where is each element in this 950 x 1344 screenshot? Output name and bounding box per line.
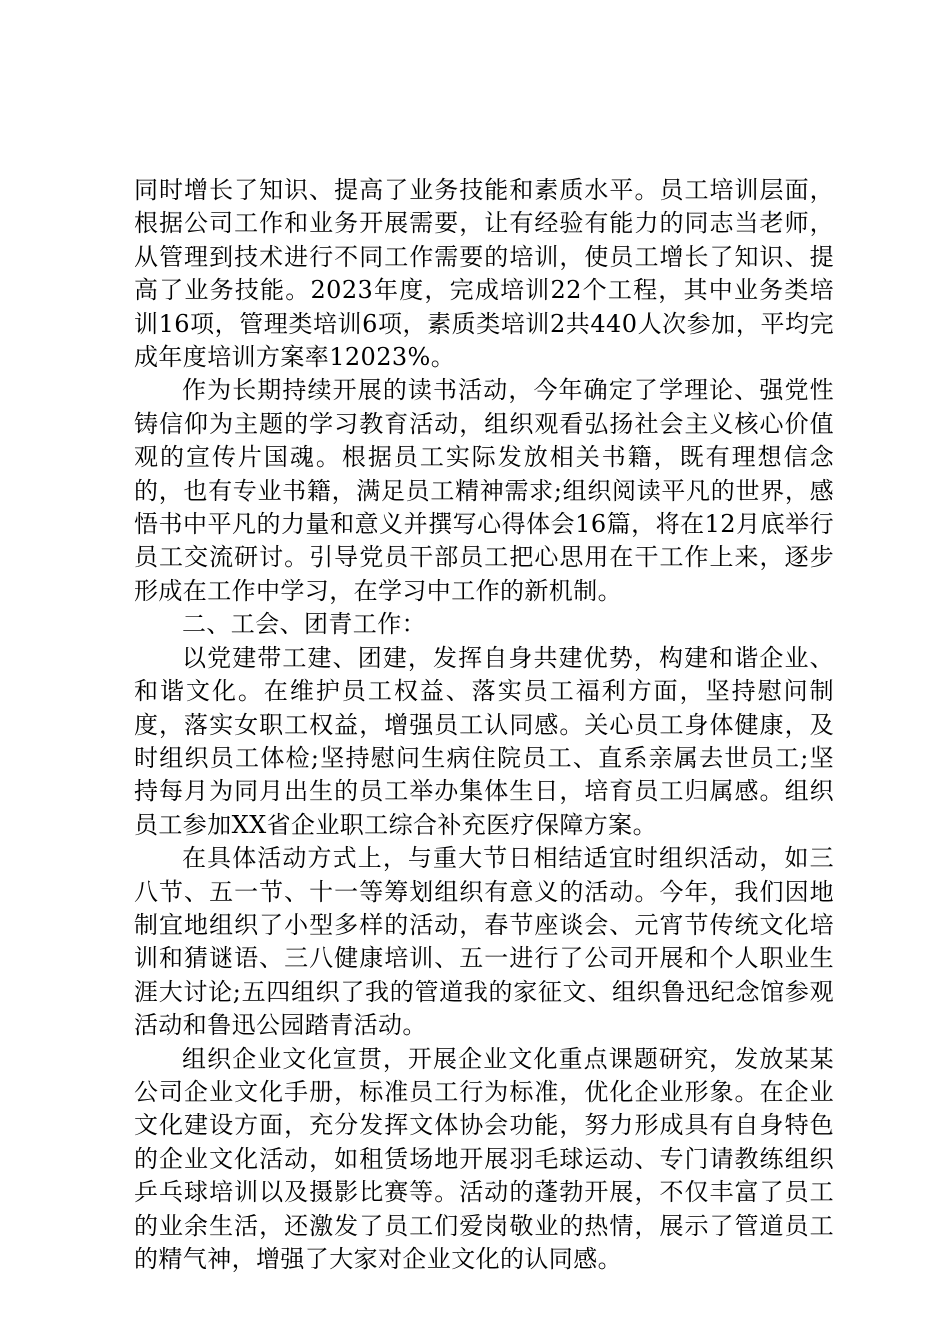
paragraph-reading-activity: 作为长期持续开展的读书活动，今年确定了学理论、强党性铸信仰为主题的学习教育活动，组织观看弘扬社会主义核心价值观的宣传片国魂。根据员工实际发放相关书籍，既有理想信念的，也有专业书籍，满足员工精神需求;组织阅读平凡的世界，感悟书中平凡的力量和意义并撰写心得体会16篇，将在12月底举行员工交流研讨。引导党员干部员工把心思用在干工作上来，逐步形成在工作中学习，在学习中工作的新机制。 — [134, 376, 834, 605]
paragraph-union-welfare: 以党建带工建、团建，发挥自身共建优势，构建和谐企业、和谐文化。在维护员工权益、落实员工福利方面，坚持慰问制度，落实女职工权益，增强员工认同感。关心员工身体健康，及时组织员工体检;坚持慰问生病住院员工、直系亲属去世员工;坚持每月为同月出生的员工举办集体生日，培育员工归属感。组织员工参加XX省企业职工综合补充医疗保障方案。 — [134, 643, 834, 839]
paragraph-holiday-activities: 在具体活动方式上，与重大节日相结适宜时组织活动，如三八节、五一节、十一等筹划组织有意义的活动。今年，我们因地制宜地组织了小型多样的活动，春节座谈会、元宵节传统文化培训和猜谜语、三八健康培训、五一进行了公司开展和个人职业生涯大讨论;五四组织了我的管道我的家征文、组织鲁迅纪念馆参观活动和鲁迅公园踏青活动。 — [134, 844, 834, 1040]
paragraph-training-continuation: 同时增长了知识、提高了业务技能和素质水平。员工培训层面，根据公司工作和业务开展需要，让有经验有能力的同志当老师，从管理到技术进行不同工作需要的培训，使员工增长了知识、提高了业务技能。2023年度，完成培训22个工程，其中业务类培训16项，管理类培训6项，素质类培训2共440人次参加，平均完成年度培训方案率12023%。 — [134, 176, 834, 372]
document-body — [134, 174, 834, 1276]
section-heading-union-youth: 二、工会、团青工作： — [182, 610, 426, 639]
paragraph-corporate-culture: 组织企业文化宣贯，开展企业文化重点课题研究，发放某某公司企业文化手册，标准员工行为标准，优化企业形象。在企业文化建设方面，充分发挥文体协会功能，努力形成具有自身特色的企业文化活动，如租赁场地开展羽毛球运动、专门请教练组织乒乓球培训以及摄影比赛等。活动的蓬勃开展，不仅丰富了员工的业余生活，还激发了员工们爱岗敬业的热情，展示了管道员工的精气神，增强了大家对企业文化的认同感。 — [134, 1044, 834, 1273]
